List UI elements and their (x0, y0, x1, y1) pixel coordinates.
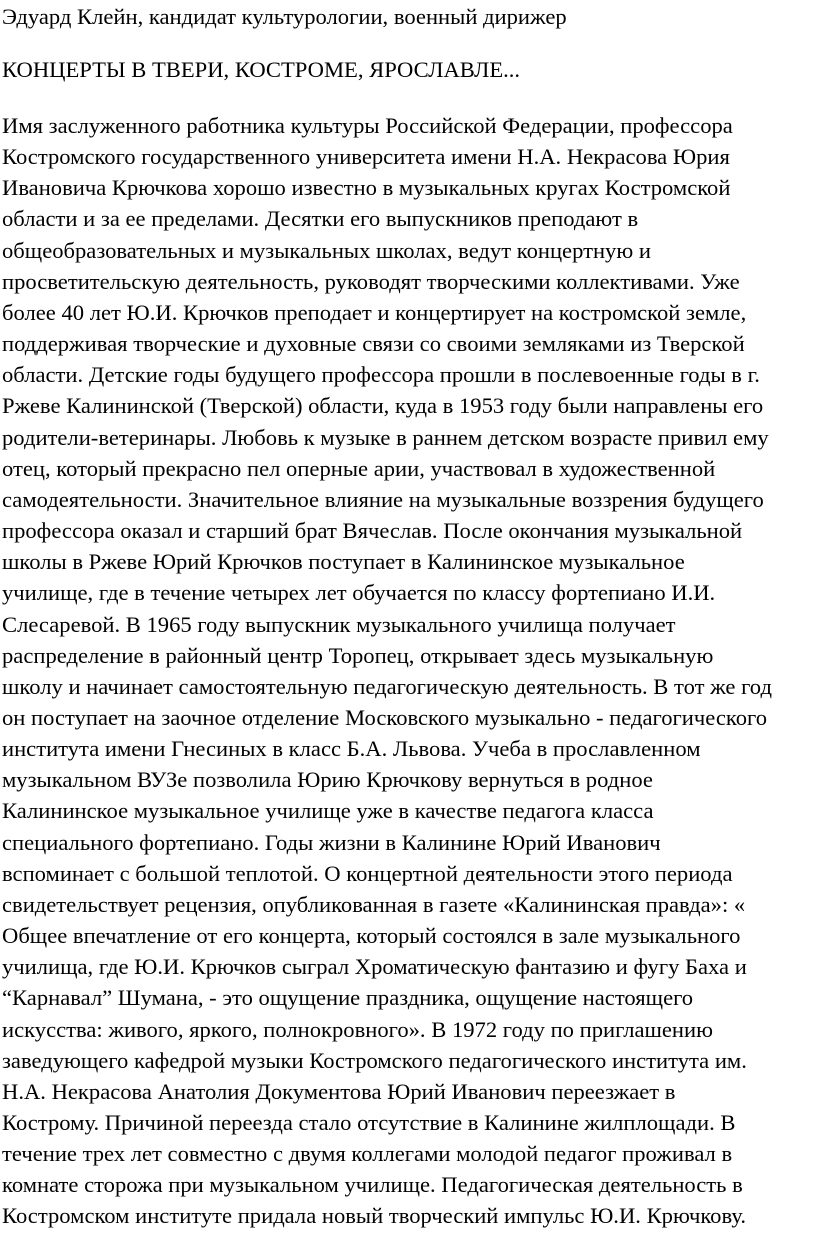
body-text-line: самодеятельности. Значительное влияние на музыкальные воззрения будущего (2, 486, 764, 512)
body-text-line: Калининское музыкальное училище уже в качестве педагога класса (2, 798, 654, 824)
article-body (2, 110, 814, 1232)
article-headline: КОНЦЕРТЫ В ТВЕРИ, КОСТРОМЕ, ЯРОСЛАВЛЕ... (2, 57, 521, 82)
body-text-line: Ржеве Калининской (Тверской) области, куда в 1953 году были направлены его (2, 393, 764, 419)
body-text-line: более 40 лет Ю.И. Крючков преподает и концертирует на костромской земле, (2, 299, 747, 325)
body-text-line: Имя заслуженного работника культуры Российской Федерации, профессора (2, 113, 733, 138)
body-text-line: поддерживая творческие и духовные связи со своими земляками из Тверской (2, 331, 745, 357)
body-text-line: Общее впечатление от его концерта, который состоялся в зале музыкального (2, 923, 741, 949)
body-text-line: Костромского государственного университета имени Н.А. Некрасова Юрия (2, 144, 730, 170)
body-text-line: области. Детские годы будущего профессора прошли в послевоенные годы в г. (2, 362, 760, 388)
body-text-line: просветительскую деятельность, руководят творческими коллективами. Уже (2, 268, 740, 294)
body-text-line: Н.А. Некрасова Анатолия Документова Юрий Иванович переезжает в (2, 1078, 676, 1104)
body-text-line: института имени Гнесиных в класс Б.А. Львова. Учеба в прославленном (2, 736, 701, 762)
body-text-line: школы в Ржеве Юрий Крючков поступает в Калининское музыкальное (2, 549, 685, 575)
body-text-line: распределение в районный центр Торопец, открывает здесь музыкальную (2, 642, 714, 668)
body-text-line: он поступает на заочное отделение Московского музыкально - педагогического (2, 704, 767, 730)
body-text-line: вспоминает с большой теплотой. О концертной деятельности этого периода (2, 860, 733, 886)
body-text-line: Кострому. Причиной переезда стало отсутствие в Калинине жилплощади. В (2, 1110, 736, 1135)
body-text-line: училище, где в течение четырех лет обучается по классу фортепиано И.И. (2, 580, 716, 606)
body-text-line: области и за ее пределами. Десятки его выпускников преподают в (2, 206, 639, 232)
body-text-line: искусства: живого, яркого, полнокровного». В 1972 году по приглашению (2, 1016, 713, 1042)
body-text-line: специального фортепиано. Годы жизни в Калинине Юрий Иванович (2, 829, 661, 855)
body-text-line: отец, который прекрасно пел оперные арии, участвовал в художественной (2, 455, 716, 481)
body-text-line: Слесаревой. В 1965 году выпускник музыкального училища получает (2, 611, 676, 637)
body-text-line: течение трех лет совместно с двумя коллегами молодой педагог проживал в (2, 1141, 733, 1167)
body-text-line: училища, где Ю.И. Крючков сыграл Хроматическую фантазию и фугу Баха и (2, 954, 747, 980)
body-text-line: “Карнавал” Шумана, - это ощущение праздника, ощущение настоящего (2, 985, 694, 1011)
body-text-line: Костромском институте придала новый творческий импульс Ю.И. Крючкову. (2, 1203, 747, 1229)
body-text-line: школу и начинает самостоятельную педагогическую деятельность. В тот же год (2, 673, 772, 699)
body-text-line: профессора оказал и старший брат Вячеслав. После окончания музыкальной (2, 518, 743, 544)
body-text-line: общеобразовательных и музыкальных школах, ведут концертную и (2, 237, 651, 263)
body-text-line: комнате сторожа при музыкальном училище. Педагогическая деятельность в (2, 1172, 743, 1198)
author-line: Эдуард Клейн, кандидат культурологии, военный дирижер (2, 4, 567, 29)
body-text-line: родители-ветеринары. Любовь к музыке в раннем детском возрасте привил ему (2, 424, 769, 450)
body-text-line: свидетельствует рецензия, опубликованная в газете «Калининская правда»: « (2, 891, 746, 917)
body-text-line: музыкальном ВУЗе позволила Юрию Крючкову вернуться в родное (2, 767, 653, 793)
body-text-line: Ивановича Крючкова хорошо известно в музыкальных кругах Костромской (2, 175, 731, 201)
body-text-line: заведующего кафедрой музыки Костромского педагогического института им. (2, 1047, 747, 1073)
